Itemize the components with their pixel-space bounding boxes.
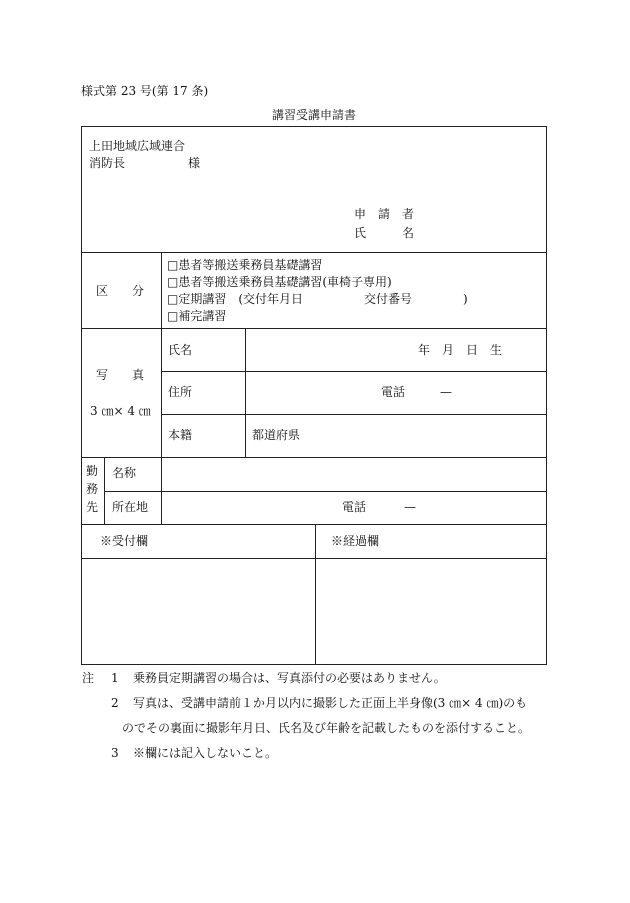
birth-date-label: 年 月 日 生 bbox=[418, 343, 503, 357]
workplace-label-2: 務 bbox=[86, 482, 99, 496]
applicant-name-label: 氏 名 bbox=[354, 226, 415, 240]
note-3-text: ※欄には記入しないこと。 bbox=[133, 746, 278, 760]
address-phone-dash: — bbox=[440, 385, 452, 399]
workplace-name-field[interactable] bbox=[165, 461, 540, 487]
notes-prefix: 注 bbox=[82, 671, 95, 685]
category-option-periodic[interactable]: □定期講習 (交付年月日 bbox=[167, 292, 304, 306]
category-option-basic[interactable]: □患者等搬送乗務員基礎講習 bbox=[167, 258, 323, 272]
category-option-supplementary[interactable]: □補完講習 bbox=[167, 309, 227, 323]
domicile-value: 都道府県 bbox=[252, 428, 301, 442]
periodic-close-paren: ) bbox=[463, 292, 468, 306]
category-option-wheelchair[interactable]: □患者等搬送乗務員基礎講習(車椅子専用) bbox=[167, 275, 392, 289]
address-field[interactable] bbox=[250, 376, 375, 410]
domicile-label: 本籍 bbox=[168, 428, 193, 442]
workplace-phone-label: 電話 bbox=[342, 500, 367, 514]
form-title: 講習受講申請書 bbox=[272, 108, 357, 122]
cert-number-label: 交付番号 bbox=[364, 292, 413, 306]
name-label: 氏名 bbox=[168, 343, 193, 357]
applicant-label: 申 請 者 bbox=[354, 207, 415, 221]
note-2-number: 2 bbox=[111, 696, 119, 710]
workplace-label-1: 勤 bbox=[86, 464, 99, 478]
address-phone-label: 電話 bbox=[381, 385, 406, 399]
name-field[interactable] bbox=[250, 333, 410, 367]
workplace-location-label: 所在地 bbox=[112, 500, 149, 514]
note-3-number: 3 bbox=[111, 746, 119, 760]
photo-size: 3 ㎝× 4 ㎝ bbox=[90, 404, 151, 418]
reception-label: ※受付欄 bbox=[100, 534, 149, 548]
workplace-label-3: 先 bbox=[86, 500, 99, 514]
addressee-honorific: 様 bbox=[188, 156, 201, 170]
addressee-org: 上田地域広域連合 bbox=[89, 139, 186, 153]
progress-label: ※経過欄 bbox=[331, 534, 380, 548]
note-2-text: 写真は、受講申請前１か月以内に撮影した正面上半身像(3 ㎝× 4 ㎝)のも bbox=[133, 696, 528, 710]
workplace-name-label: 名称 bbox=[112, 466, 137, 480]
note-2-text-continued: のでその裏面に撮影年月日、氏名及び年齢を記載したものを添付すること。 bbox=[122, 721, 531, 735]
addressee-title: 消防長 bbox=[89, 156, 126, 170]
photo-label: 写 真 bbox=[96, 368, 145, 382]
address-label: 住所 bbox=[168, 385, 193, 399]
workplace-phone-dash: — bbox=[404, 500, 416, 514]
note-1-number: 1 bbox=[111, 671, 119, 685]
form-number: 様式第 23 号(第 17 条) bbox=[81, 84, 209, 98]
category-label: 区 分 bbox=[96, 284, 145, 298]
note-1-text: 乗務員定期講習の場合は、写真添付の必要はありません。 bbox=[133, 671, 446, 685]
applicant-name-field[interactable] bbox=[430, 222, 540, 244]
